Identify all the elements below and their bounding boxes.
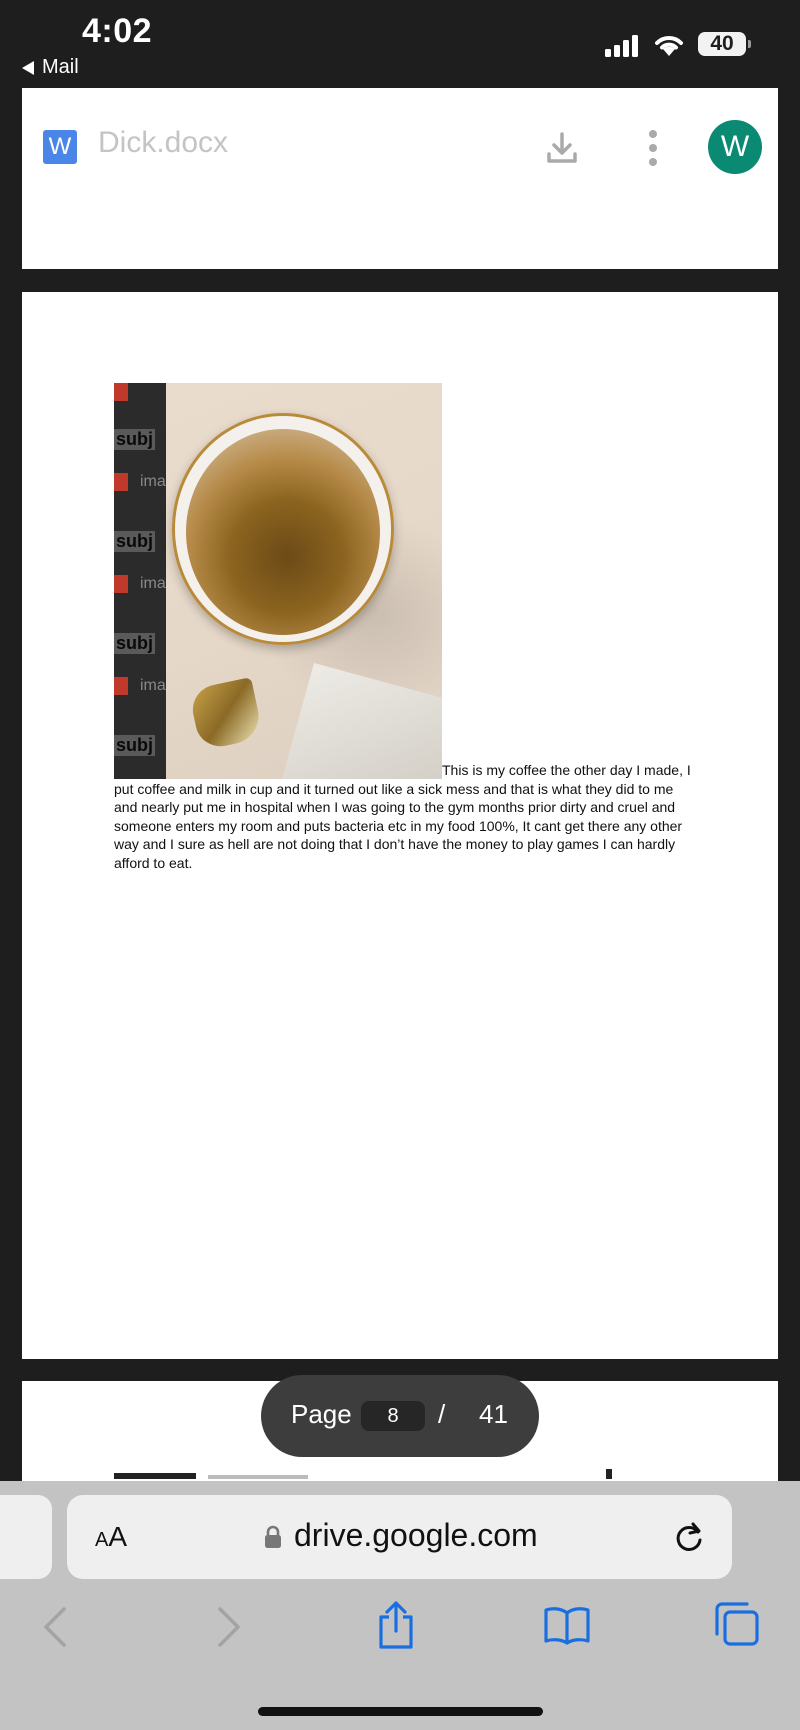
strip-image-label: ima (140, 677, 166, 694)
download-icon[interactable] (542, 128, 582, 168)
photo-background (166, 383, 442, 779)
cup-handle-shape (188, 677, 263, 751)
reload-icon[interactable] (673, 1520, 705, 1554)
bookmarks-icon[interactable] (543, 1605, 591, 1645)
strip-image-icon (114, 575, 128, 593)
word-file-icon: W (43, 130, 77, 164)
strip-subject-label: subj (116, 735, 154, 755)
back-icon[interactable] (38, 1605, 74, 1649)
coffee-cup-photo (114, 383, 442, 779)
battery-level: 40 (710, 32, 734, 55)
next-page-content (114, 1473, 196, 1479)
photo-screenshot-strip (114, 383, 166, 779)
strip-image-label: ima (140, 473, 166, 490)
share-icon[interactable] (376, 1599, 416, 1651)
document-page (22, 292, 778, 1359)
page-separator: / (438, 1399, 446, 1429)
status-bar (0, 0, 800, 88)
coffee-surface-shape (186, 429, 380, 635)
back-triangle-icon (22, 61, 34, 75)
page-label: Page (291, 1399, 352, 1429)
strip-image-icon (114, 473, 128, 491)
document-title: Dick.docx (98, 126, 229, 159)
back-app-label: Mail (42, 56, 79, 78)
back-to-mail-link[interactable] (22, 56, 79, 79)
next-page-content (208, 1475, 308, 1479)
strip-image-icon (114, 677, 128, 695)
document-paragraph: This is my coffee the other day I made, I put coffee and milk in cup and it turned out like a sick mess and that is what they did to me and nearly put me in hospital when I was going to the gym months prior dirty and cruel and someone enters my room and puts bacteria etc in my food 100%, It cant get there any other way and I sure as hell are not doing that I don’t have the money to play games I can hardly afford to eat. (114, 762, 691, 871)
page-indicator (261, 1375, 539, 1457)
strip-subject-label: subj (116, 531, 154, 551)
account-avatar[interactable]: W (708, 120, 762, 174)
next-page-content (606, 1469, 612, 1479)
doc-viewer-header (22, 88, 778, 269)
text-size-button[interactable]: AA (95, 1521, 128, 1552)
wifi-icon (652, 32, 686, 58)
forward-icon[interactable] (210, 1605, 246, 1649)
more-vert-icon[interactable] (646, 130, 660, 166)
browser-toolbar (0, 1481, 800, 1730)
home-indicator[interactable] (258, 1707, 543, 1716)
url-text: drive.google.com (294, 1517, 538, 1553)
strip-image-label: ima (140, 575, 166, 592)
strip-subject-label: subj (116, 633, 154, 653)
status-time: 4:02 (82, 12, 153, 50)
tabs-icon[interactable] (714, 1601, 760, 1647)
address-bar[interactable] (67, 1495, 732, 1579)
total-pages: 41 (479, 1399, 508, 1429)
cellular-signal-icon (605, 35, 641, 57)
document-body-text (114, 761, 694, 872)
lock-icon (264, 1525, 282, 1549)
battery-indicator (698, 32, 746, 56)
previous-tab-preview[interactable] (0, 1495, 52, 1579)
battery-nub (748, 40, 751, 48)
current-page-field[interactable]: 8 (361, 1401, 425, 1431)
strip-subject-label: subj (116, 429, 154, 449)
strip-image-icon (114, 383, 128, 401)
